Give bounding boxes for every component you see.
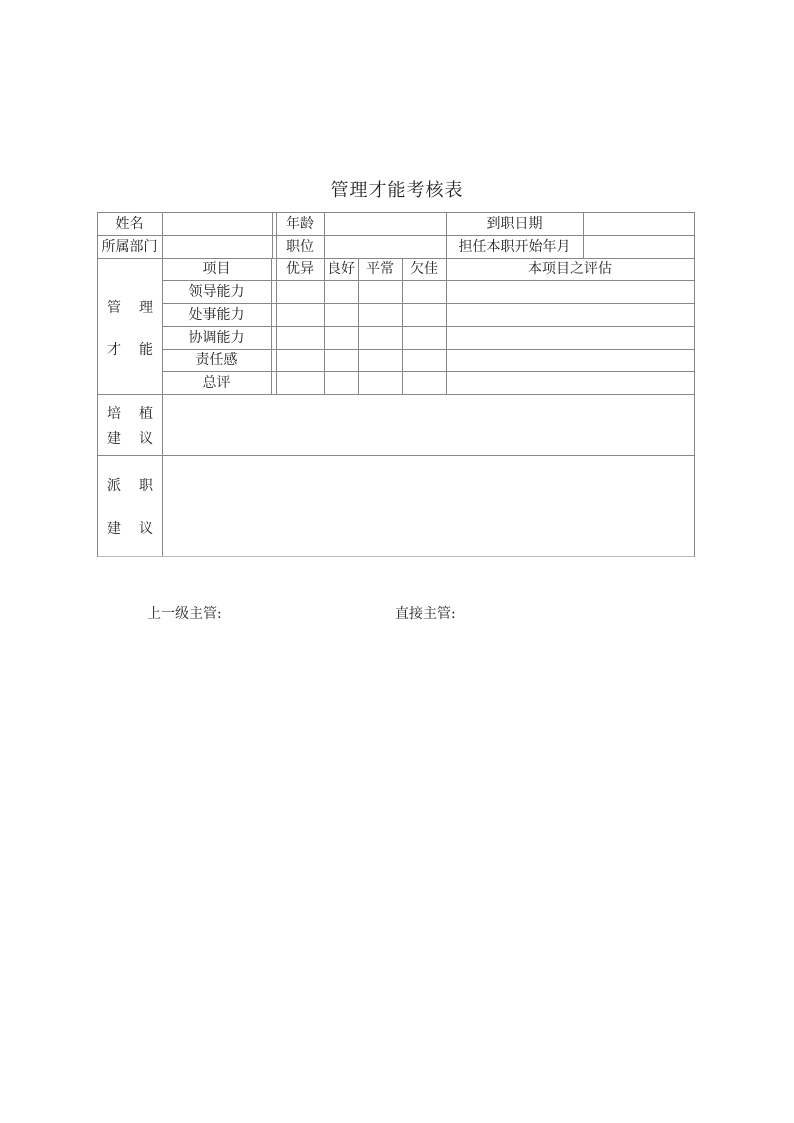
item-responsibility: 责任感 — [195, 352, 238, 368]
assignment-label-char: 建 — [107, 521, 121, 537]
assignment-label-char: 议 — [139, 521, 153, 537]
join-date-label: 到职日期 — [486, 215, 543, 232]
section-label-char: 才 — [107, 342, 121, 358]
header-item: 项目 — [202, 261, 231, 277]
assignment-label-char: 职 — [139, 478, 153, 494]
training-label-char: 议 — [139, 431, 153, 447]
position-value[interactable] — [324, 235, 446, 258]
name-value[interactable] — [162, 212, 272, 235]
table-border-left — [97, 212, 98, 557]
item-handling: 处事能力 — [188, 306, 245, 323]
age-value[interactable] — [324, 212, 446, 235]
superior-signature-label: 上一级主管: — [147, 606, 222, 622]
header-good: 良好 — [327, 261, 355, 277]
item-leadership: 领导能力 — [188, 283, 245, 300]
training-suggestion-field[interactable] — [162, 394, 694, 455]
section-label-char: 管 — [107, 300, 121, 316]
table-border-bottom — [97, 556, 695, 557]
header-assessment: 本项目之评估 — [528, 261, 612, 277]
dept-label: 所属部门 — [101, 238, 158, 255]
section-label-char: 理 — [139, 300, 153, 316]
header-poor: 欠佳 — [410, 261, 438, 277]
col-divider — [272, 212, 273, 258]
item-overall: 总评 — [202, 374, 231, 391]
table-border-right — [694, 212, 695, 557]
training-label-char: 植 — [139, 406, 153, 422]
position-label: 职位 — [286, 238, 314, 255]
header-excellent: 优异 — [286, 261, 314, 277]
training-label-char: 建 — [107, 431, 121, 447]
direct-supervisor-signature-label: 直接主管: — [395, 606, 456, 622]
assignment-suggestion-field[interactable] — [162, 455, 694, 556]
page-title: 管理才能考核表 — [330, 180, 464, 201]
dept-value[interactable] — [162, 235, 272, 258]
start-date-value[interactable] — [583, 235, 694, 258]
header-average: 平常 — [366, 261, 394, 277]
join-date-value[interactable] — [583, 212, 694, 235]
col-divider — [271, 258, 272, 394]
name-label: 姓名 — [115, 215, 144, 232]
age-label: 年龄 — [286, 215, 314, 232]
training-label-char: 培 — [107, 406, 121, 422]
start-date-label: 担任本职开始年月 — [458, 238, 571, 255]
section-label-char: 能 — [139, 342, 153, 358]
item-coordination: 协调能力 — [188, 329, 245, 346]
assignment-label-char: 派 — [107, 478, 121, 494]
